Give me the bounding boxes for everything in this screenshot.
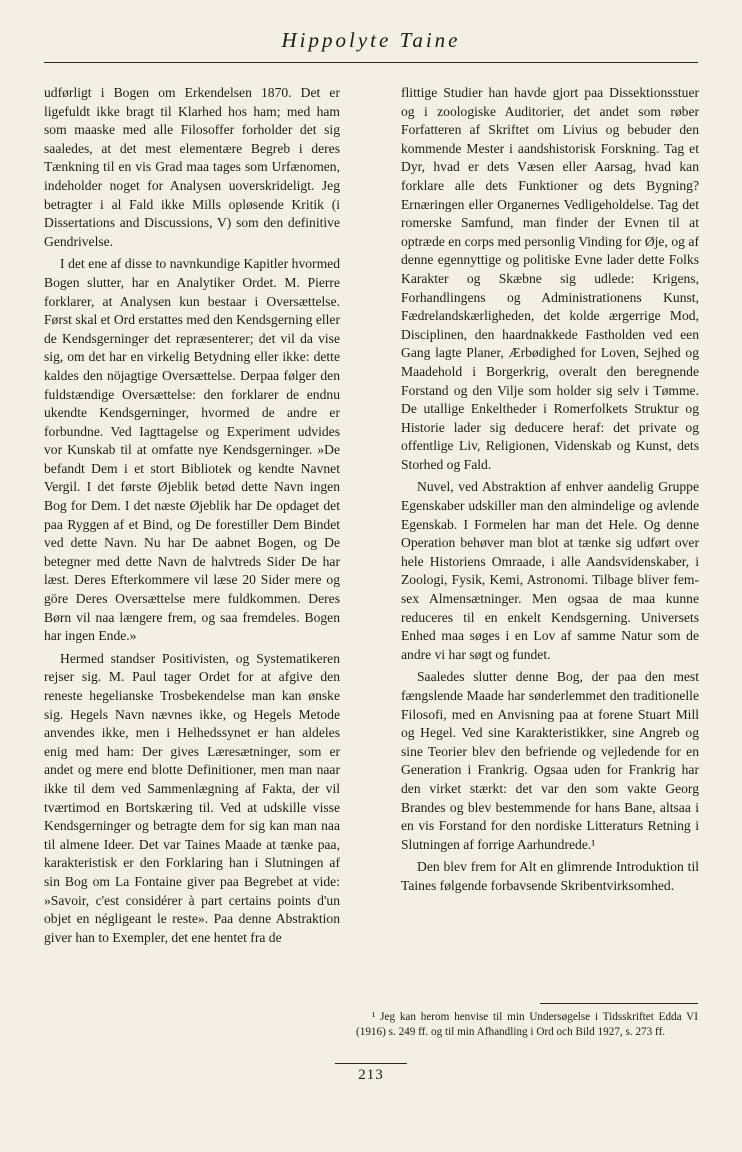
right-paragraph-4: Den blev frem for Alt en glimrende Introduktion til Taines følgende forbavsende Skribentvirksomhed. xyxy=(401,859,699,893)
right-paragraph-2: Nuvel, ved Abstraktion af enhver aandelig Gruppe Egenskaber udskiller man den almindelige og avlende Egenskab. I Formelen har man det Hele. Og denne Operation behøver man blot at tænke sig udført over hele Historiens Omraade, i alle Aandsvidenskaber, i Zoologi, Fysik, Kemi, Astronomi. Tilbage bliver fem-sex Almensætninger. Men ogsaa de maa kunne reduceres til en enkelt Kendsgerning. Universets Enhed maa søges i en Lov af samme Natur som de andre vi har søgt og fundet. xyxy=(401,479,699,662)
page-number-rule xyxy=(335,1063,407,1064)
header-rule xyxy=(44,62,698,63)
page-number: 213 xyxy=(358,1067,384,1083)
left-paragraph-1: udførligt i Bogen om Erkendelsen 1870. Det er ligefuldt ikke bragt til Klarhed hos ham; med ham som maaske med alle Filosoffer forholder det sig saaledes, at det mest elementære Begreb i deres Tænkning til en vis Grad maa tages som Urfænomen, indeholder noget for Analysen uoverskrideligt. Jeg betragter i al Fald ikke Mills opløsende Kritik (i Dissertations and Discussions, V) som den definitive Gendrivelse. xyxy=(44,85,340,249)
left-paragraph-3: Hermed standser Positivisten, og Systematikeren rejser sig. M. Paul tager Ordet for at afgive den reneste hegelianske Trosbekendelse man kan ønske sig. Hegels Navn nævnes ikke, og Hegels Metode anvendes ikke, men i Helhedssynet er han aldeles enig med ham: Der gives Læresætninger, som er andet og mere end blotte Definitioner, men man naar ikke til dem ved Sammenlægning af Fakta, der vil tværtimod en Bortskæring til. Ved at udskille visse Kendsgerninger og betragte dem for sig kan man naa til almene Ideer. Det var Taines Maade at tænke paa, karakteristisk er den Forklaring han i Slutningen af sin Bog om La Fontaine giver paa Begrebet at vide: »Savoir, c'est considérer à part certains points d'un objet en négligeant le reste». Paa denne Abstraktion giver han to Exempler, det ene hentet fra de xyxy=(44,650,340,945)
right-column xyxy=(401,84,699,900)
footnote-rule xyxy=(540,1003,698,1004)
right-paragraph-1: flittige Studier han havde gjort paa Dissektionsstuer og i zoologiske Auditorier, det andet som røber Forfatteren af Skriftet om Livius og bebuder den kommende Mester i aandshistorisk Forskning. Tag et Dyr, hvad er dets Væsen eller Aarsag, hvad kan forklare alle dets Funktioner og dets Bygning? Ernæringen eller Organernes Vedligeholdelse. Tag det romerske Samfund, man finder der Evnen til at optræde en corps med personlig Vinding for Øje, og af denne egennyttige og politiske Evne lader dette Folks Karakter og Skæbne sig udlede: Krigens, Forhandlingens og Administrationens Kunst, Fædrelandskærligheden, det kolde ærgerrige Mod, Disciplinen, den haardnakkede Fastholden ved een Gang lagte Planer, Ærbødighed for Loven, Sejhed og Maadehold i Borgerkrig, overalt den beregnende Forstand og den Vilje som holder sig selv i Tømme. De utallige Enkeltheder i Romerfolkets Struktur og Historie lader sig deducere heraf: det private og offentlige Liv, Religionen, Videnskab og Kunst, dets Storhed og Fald. xyxy=(401,85,699,472)
left-paragraph-2: I det ene af disse to navnkundige Kapitler hvormed Bogen slutter, har en Analytiker Ordet. M. Pierre forklarer, at Analysen kun bestaar i Oversættelse. Først skal et Ord erstattes med den Kendsgerning eller de Kendsgerninger det repræsenterer; det vil da vise sig, om det har en virkelig Betydning eller ikke: dette kaldes den nöjagtige Oversættelse. Derpaa følger den fuldstændige Oversættelse: den forklarer de endnu ukendte Kendsgerninger, hvormed de andre er forbundne. Ved Iagttagelse og Experiment udvides vor Kunskab til at omfatte nye Kendsgerninger. »De befandt Dem i et stort Bibliotek og kendte Navnet Vergil. I det første Øjeblik betød dette Navn ingen Bog for Dem. I det næste Øjeblik har De opdaget det paa Ryggen af et Bind, og De forestiller Dem Bindet ved dette Navn. Nu har De aabnet Bogen, og De betegner med dette Navn de halvtreds Sider De har læst. Deres Efterkommere vil læse 20 Sider mere og göre Deres Oversættelse mere fuldkommen. Deres Børn vil naa længere frem, og saa fremdeles. Bogen har ingen Ende.» xyxy=(44,256,340,644)
running-header: Hippolyte Taine xyxy=(281,28,461,52)
footnote-text: ¹ Jeg kan herom henvise til min Undersøgelse i Tidsskriftet Edda VI (1916) s. 249 ff. og til min Afhandling i Ord och Bild 1927, s. 273 ff. xyxy=(356,1011,698,1038)
footnote xyxy=(356,1010,698,1039)
right-paragraph-3: Saaledes slutter denne Bog, der paa den mest fængslende Maade har sønderlemmet den traditionelle Filosofi, med en Anvisning paa at forene Stuart Mill og Hegel. Ved sine Karakteristikker, sine Angreb og sine Teorier blev den befriende og vejledende for en Generation i Frankrig. Ogsaa uden for Frankrig har den virket stærkt: det var den som vakte Georg Brandes og blev bestemmende for hans Bane, altsaa i en vis Forstand for den nordiske Litteraturs Retning i Slutningen af forrige Aarhundrede.¹ xyxy=(401,669,699,852)
left-column xyxy=(44,84,340,951)
